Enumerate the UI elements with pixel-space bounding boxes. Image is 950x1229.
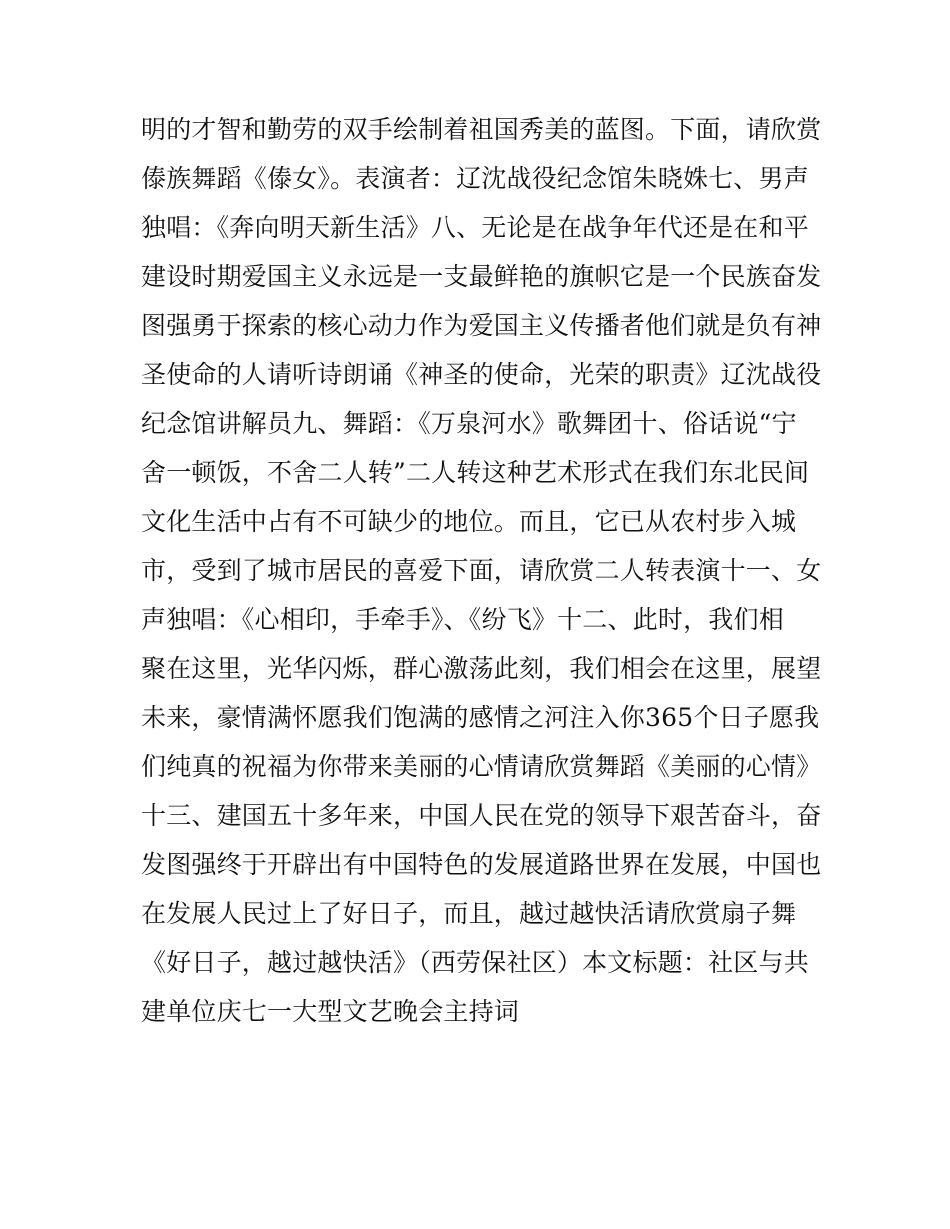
text-line: 未来，豪情满怀愿我们饱满的感情之河注入你365个日子愿我 <box>141 703 820 732</box>
text-line: 建单位庆七一大型文艺晚会主持词 <box>141 997 520 1026</box>
text-line: 傣族舞蹈《傣女》。表演者：辽沈战役纪念馆朱晓姝七、男声 <box>141 164 809 193</box>
text-line: 圣使命的人请听诗朗诵《神圣的使命，光荣的职责》辽沈战役 <box>141 360 822 389</box>
text-line: 们纯真的祝福为你带来美丽的心情请欣赏舞蹈《美丽的心情》 <box>141 752 822 781</box>
text-line: 建设时期爱国主义永远是一支最鲜艳的旗帜它是一个民族奋发 <box>141 262 822 291</box>
body-text <box>141 105 821 1036</box>
text-line: 十三、建国五十多年来，中国人民在党的领导下艰苦奋斗，奋 <box>141 801 822 830</box>
text-line: 聚在这里，光华闪烁，群心激荡此刻，我们相会在这里，展望 <box>141 654 822 683</box>
text-line: 声独唱：《心相印，手牵手》、《纷飞》十二、此时，我们相 <box>141 605 784 634</box>
text-line: 独唱：《奔向明天新生活》八、无论是在战争年代还是在和平 <box>141 213 809 242</box>
text-line: 图强勇于探索的核心动力作为爱国主义传播者他们就是负有神 <box>141 311 822 340</box>
text-line: 市，受到了城市居民的喜爱下面，请欣赏二人转表演十一、女 <box>141 556 822 585</box>
text-line: 发图强终于开辟出有中国特色的发展道路世界在发展，中国也 <box>141 850 822 879</box>
text-line: 文化生活中占有不可缺少的地位。而且，它已从农村步入城 <box>141 507 797 536</box>
text-line: 舍一顿饭，不舍二人转”二人转这种艺术形式在我们东北民间 <box>141 458 810 487</box>
text-line: 明的才智和勤劳的双手绘制着祖国秀美的蓝图。下面，请欣赏 <box>141 115 822 144</box>
text-line: 在发展人民过上了好日子，而且，越过越快活请欣赏扇子舞 <box>141 899 797 928</box>
text-line: 《好日子，越过越快活》（西劳保社区）本文标题：社区与共 <box>141 948 809 977</box>
text-line: 纪念馆讲解员九、舞蹈：《万泉河水》歌舞团十、俗话说“宁 <box>141 409 797 438</box>
